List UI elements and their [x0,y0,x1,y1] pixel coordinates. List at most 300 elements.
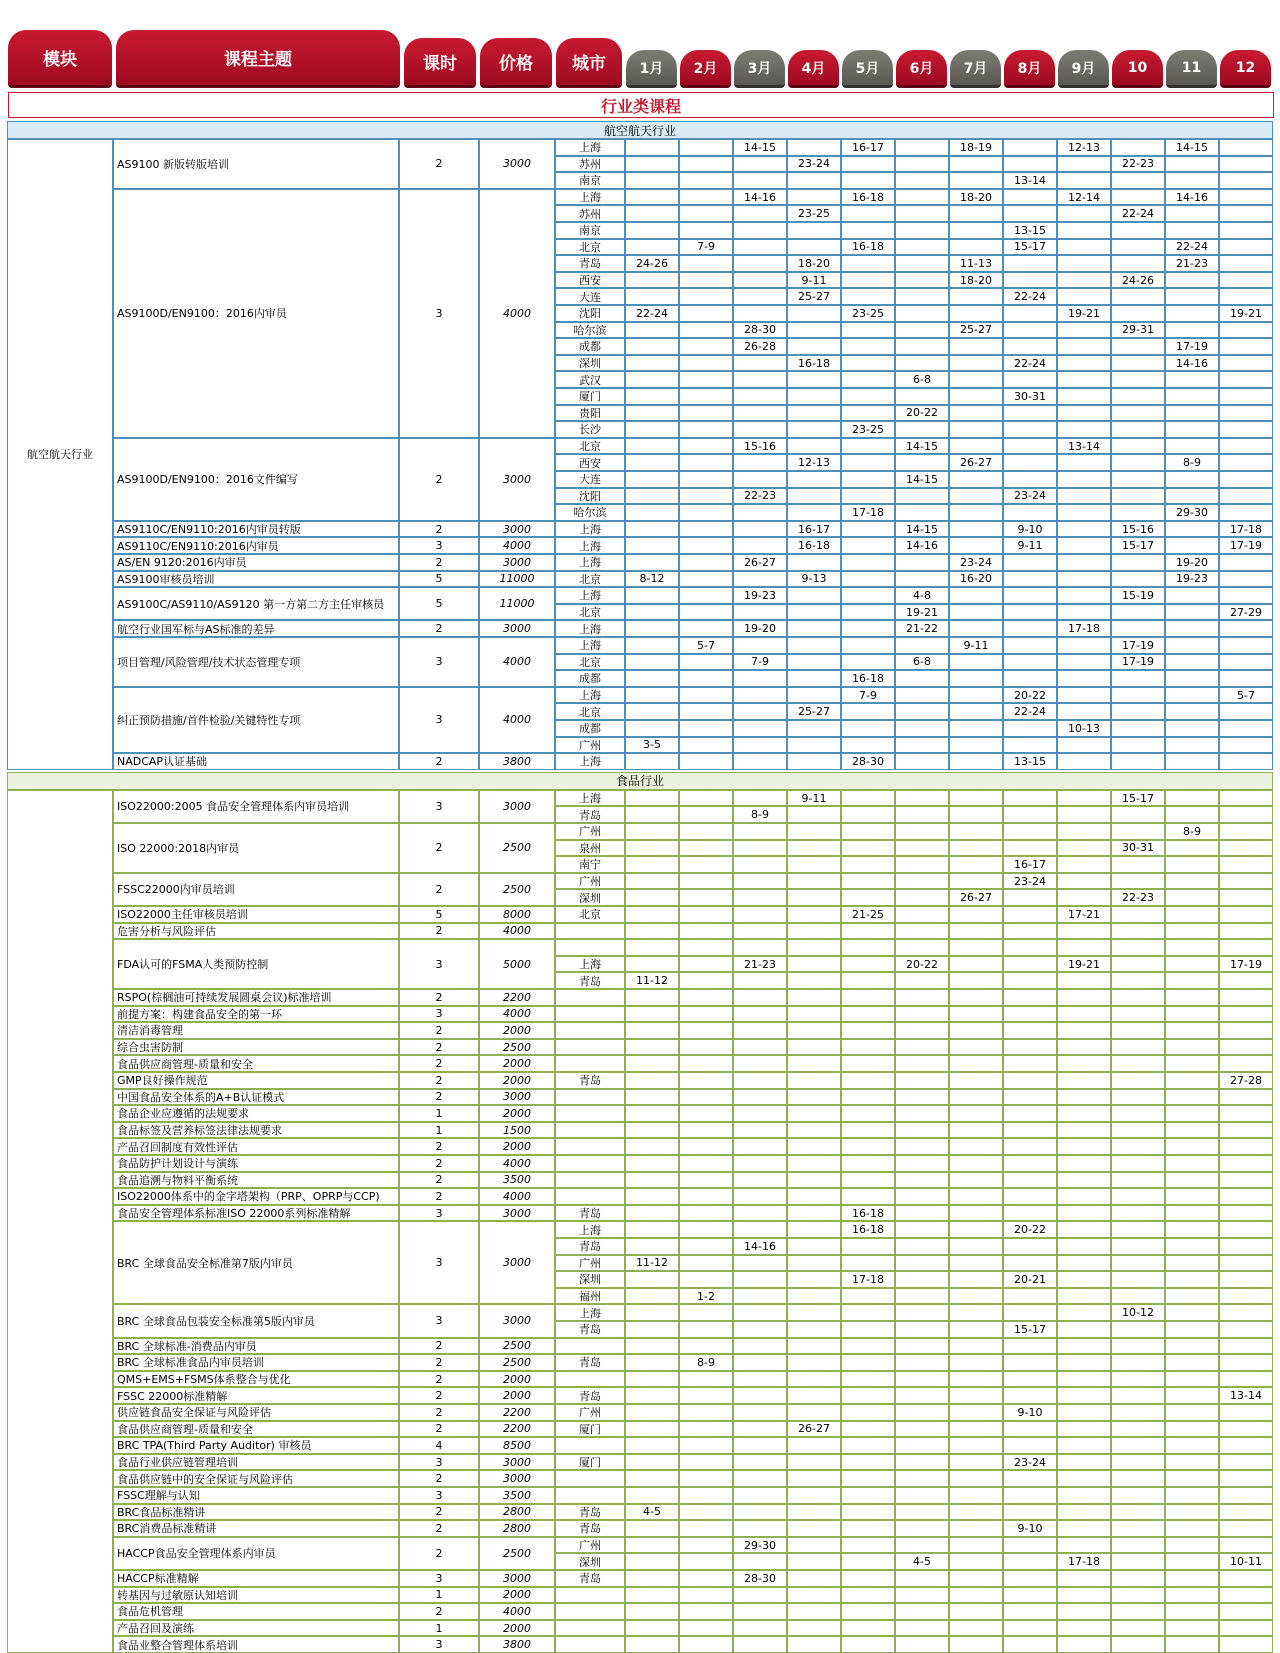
empty-cell [733,1022,787,1039]
empty-cell [679,355,733,372]
course-price: 2000 [479,1371,555,1388]
empty-cell [1219,1105,1273,1122]
date-cell: 27-28 [1219,1072,1273,1089]
empty-cell [1057,521,1111,538]
empty-cell [787,1055,841,1072]
empty-cell [625,1304,679,1321]
empty-cell [895,1205,949,1222]
empty-cell [679,1238,733,1255]
date-cell: 18-20 [949,272,1003,289]
date-cell: 8-9 [733,806,787,823]
empty-cell [733,1454,787,1471]
empty-cell [625,637,679,654]
course-name: 前提方案：构建食品安全的第一环 [113,1006,399,1023]
empty-cell [1003,438,1057,455]
empty-cell [949,222,1003,239]
date-cell: 28-30 [841,753,895,770]
empty-cell [1057,1387,1111,1404]
city-cell: 西安 [555,454,625,471]
empty-cell [679,889,733,906]
empty-cell [1057,272,1111,289]
empty-cell [1057,338,1111,355]
empty-cell [895,1321,949,1338]
empty-cell [733,1470,787,1487]
empty-cell [949,1454,1003,1471]
empty-cell [841,388,895,405]
empty-cell [679,1039,733,1056]
empty-cell [1111,139,1165,156]
empty-cell [895,670,949,687]
empty-cell [787,654,841,671]
empty-cell [679,571,733,588]
empty-cell [733,1138,787,1155]
city-cell: 上海 [555,1304,625,1321]
empty-cell [1057,1072,1111,1089]
empty-cell [895,172,949,189]
empty-cell [1219,1304,1273,1321]
course-price: 2500 [479,1354,555,1371]
empty-cell [733,1371,787,1388]
empty-cell [1219,620,1273,637]
date-cell: 17-19 [1219,537,1273,554]
empty-cell [841,1404,895,1421]
course-price: 2000 [479,1072,555,1089]
empty-cell [1165,1271,1219,1288]
city-cell: 厦门 [555,1454,625,1471]
course-price: 3000 [479,1454,555,1471]
header-tab-0: 模块 [8,30,112,88]
date-cell: 8-12 [625,571,679,588]
empty-cell [841,1138,895,1155]
empty-cell [787,637,841,654]
date-cell: 16-18 [841,670,895,687]
empty-cell [679,604,733,621]
city-cell: 北京 [555,239,625,256]
empty-cell [1003,1371,1057,1388]
empty-cell [1219,1504,1273,1521]
city-cell: 青岛 [555,1520,625,1537]
course-price: 5000 [479,939,555,989]
empty-cell [625,222,679,239]
empty-cell [1219,1006,1273,1023]
empty-cell [787,1221,841,1238]
empty-cell [1057,571,1111,588]
empty-cell [1057,454,1111,471]
empty-cell [1003,806,1057,823]
date-cell: 10-12 [1111,1304,1165,1321]
empty-cell [733,1404,787,1421]
empty-cell [949,823,1003,840]
empty-cell [625,1055,679,1072]
course-name: 食品安全管理体系标准ISO 22000系列标准精解 [113,1205,399,1222]
empty-cell [1111,720,1165,737]
empty-cell [679,504,733,521]
empty-cell [625,471,679,488]
empty-cell [841,1089,895,1106]
empty-cell [1003,405,1057,422]
empty-cell [895,156,949,173]
empty-cell [1111,823,1165,840]
empty-cell [895,637,949,654]
empty-cell [1003,1006,1057,1023]
empty-cell [1219,322,1273,339]
empty-cell [841,790,895,807]
city-cell [555,1022,625,1039]
city-cell: 哈尔滨 [555,504,625,521]
course-price: 4000 [479,637,555,687]
empty-cell [1219,421,1273,438]
date-cell: 24-26 [1111,272,1165,289]
empty-cell [841,604,895,621]
section-title: 航空航天行业 [7,121,1273,139]
empty-cell [787,1155,841,1172]
date-cell: 14-16 [1165,355,1219,372]
empty-cell [625,1487,679,1504]
empty-cell [1057,1354,1111,1371]
city-cell: 青岛 [555,1504,625,1521]
empty-cell [1057,355,1111,372]
empty-cell [1219,1255,1273,1272]
header-tab-16: 12 [1220,50,1271,88]
empty-cell [1057,488,1111,505]
empty-cell [841,1338,895,1355]
empty-cell [1003,604,1057,621]
empty-cell [679,873,733,890]
empty-cell [625,1454,679,1471]
empty-cell [679,587,733,604]
empty-cell [1165,1105,1219,1122]
course-hours: 2 [399,1172,479,1189]
empty-cell [1165,1620,1219,1637]
empty-cell [841,288,895,305]
empty-cell [841,488,895,505]
city-cell: 贵阳 [555,405,625,422]
empty-cell [787,906,841,923]
empty-cell [1219,156,1273,173]
empty-cell [1057,753,1111,770]
empty-cell [1111,471,1165,488]
date-cell: 9-10 [1003,521,1057,538]
empty-cell [1057,972,1111,989]
empty-cell [895,504,949,521]
empty-cell [949,620,1003,637]
empty-cell [895,1238,949,1255]
empty-cell [1057,1338,1111,1355]
empty-cell [1111,1587,1165,1604]
date-cell: 14-15 [895,471,949,488]
course-name: RSPO(棕榈油可持续发展圆桌会议)标准培训 [113,989,399,1006]
course-name: HACCP食品安全管理体系内审员 [113,1537,399,1570]
empty-cell [679,823,733,840]
empty-cell [1111,687,1165,704]
empty-cell [733,571,787,588]
empty-cell [1003,272,1057,289]
city-cell: 南宁 [555,856,625,873]
empty-cell [679,156,733,173]
empty-cell [1219,889,1273,906]
empty-cell [895,1138,949,1155]
empty-cell [1057,1304,1111,1321]
empty-cell [895,222,949,239]
empty-cell [1165,1138,1219,1155]
empty-cell [787,737,841,754]
empty-cell [1219,139,1273,156]
empty-cell [1165,956,1219,973]
course-name: 食品防护计划设计与演练 [113,1155,399,1172]
city-cell [555,1006,625,1023]
empty-cell [733,687,787,704]
empty-cell [1165,1636,1219,1653]
date-cell: 19-20 [1165,554,1219,571]
empty-cell [1111,620,1165,637]
empty-cell [895,1537,949,1554]
empty-cell [949,737,1003,754]
empty-cell [625,189,679,206]
empty-cell [1219,1271,1273,1288]
empty-cell [1003,939,1057,956]
course-name: AS9110C/EN9110:2016内审员 [113,537,399,554]
empty-cell [1003,1105,1057,1122]
city-cell: 青岛 [555,1205,625,1222]
empty-cell [841,840,895,857]
empty-cell [733,1055,787,1072]
empty-cell [1003,1387,1057,1404]
date-cell: 15-17 [1111,537,1165,554]
empty-cell [733,1255,787,1272]
empty-cell [949,537,1003,554]
course-hours: 2 [399,1504,479,1521]
empty-cell [625,1371,679,1388]
course-name: 产品召回及演练 [113,1620,399,1637]
empty-cell [1165,889,1219,906]
date-cell: 19-20 [733,620,787,637]
empty-cell [1003,1205,1057,1222]
empty-cell [841,856,895,873]
empty-cell [1057,255,1111,272]
course-hours: 3 [399,637,479,687]
date-cell: 30-31 [1003,388,1057,405]
date-cell: 19-21 [1057,956,1111,973]
empty-cell [1057,388,1111,405]
course-price: 4000 [479,1188,555,1205]
empty-cell [1003,1338,1057,1355]
empty-cell [679,1587,733,1604]
date-cell: 13-14 [1003,172,1057,189]
course-price: 3000 [479,1205,555,1222]
empty-cell [1003,737,1057,754]
date-cell: 24-26 [625,255,679,272]
empty-cell [625,1387,679,1404]
empty-cell [1057,670,1111,687]
empty-cell [1165,305,1219,322]
empty-cell [625,388,679,405]
empty-cell [841,554,895,571]
empty-cell [1219,1371,1273,1388]
empty-cell [841,1620,895,1637]
empty-cell [625,587,679,604]
empty-cell [1003,1072,1057,1089]
empty-cell [679,1421,733,1438]
empty-cell [625,488,679,505]
empty-cell [1057,1138,1111,1155]
empty-cell [1219,703,1273,720]
empty-cell [1111,1055,1165,1072]
header-tab-1: 课程主题 [116,30,400,88]
empty-cell [1165,604,1219,621]
empty-cell [841,1188,895,1205]
empty-cell [841,1454,895,1471]
date-cell: 14-16 [1165,189,1219,206]
empty-cell [841,654,895,671]
empty-cell [1003,189,1057,206]
empty-cell [1111,873,1165,890]
city-cell: 上海 [555,753,625,770]
empty-cell [841,156,895,173]
empty-cell [1057,554,1111,571]
empty-cell [733,1188,787,1205]
empty-cell [733,604,787,621]
empty-cell [625,288,679,305]
empty-cell [625,703,679,720]
course-price: 3800 [479,1636,555,1653]
empty-cell [733,1321,787,1338]
date-cell: 8-9 [679,1354,733,1371]
date-cell: 26-28 [733,338,787,355]
empty-cell [625,421,679,438]
empty-cell [1057,1537,1111,1554]
course-name: BRC 全球食品安全标准第7版内审员 [113,1221,399,1304]
city-cell: 上海 [555,637,625,654]
header-tab-5: 1月 [626,50,677,88]
empty-cell [625,1039,679,1056]
empty-cell [841,571,895,588]
city-cell: 长沙 [555,421,625,438]
course-price: 2200 [479,1421,555,1438]
empty-cell [1057,1504,1111,1521]
empty-cell [1219,1138,1273,1155]
empty-cell [1111,255,1165,272]
empty-cell [733,823,787,840]
empty-cell [1165,790,1219,807]
empty-cell [1057,1172,1111,1189]
empty-cell [949,388,1003,405]
empty-cell [1219,906,1273,923]
empty-cell [733,939,787,956]
course-price: 3000 [479,1470,555,1487]
course-hours: 2 [399,1155,479,1172]
date-cell: 11-12 [625,1255,679,1272]
empty-cell [625,1537,679,1554]
city-cell: 北京 [555,438,625,455]
empty-cell [787,1288,841,1305]
empty-cell [1057,471,1111,488]
empty-cell [949,405,1003,422]
date-cell: 13-15 [1003,222,1057,239]
course-name: 食品供应链中的安全保证与风险评估 [113,1470,399,1487]
date-cell: 26-27 [787,1421,841,1438]
empty-cell [1111,189,1165,206]
empty-cell [895,421,949,438]
empty-cell [679,840,733,857]
empty-cell [841,1537,895,1554]
empty-cell [733,1387,787,1404]
date-cell: 16-18 [841,1221,895,1238]
empty-cell [625,1288,679,1305]
empty-cell [733,371,787,388]
date-cell: 17-19 [1219,956,1273,973]
empty-cell [1057,1371,1111,1388]
empty-cell [949,753,1003,770]
empty-cell [787,1238,841,1255]
empty-cell [787,1404,841,1421]
empty-cell [625,1205,679,1222]
empty-cell [679,670,733,687]
empty-cell [679,554,733,571]
empty-cell [1165,806,1219,823]
empty-cell [1057,1055,1111,1072]
date-cell: 22-24 [1003,703,1057,720]
empty-cell [1165,840,1219,857]
empty-cell [895,1421,949,1438]
course-hours: 5 [399,571,479,588]
date-cell: 22-24 [1003,355,1057,372]
course-name: 食品标签及营养标签法律法规要求 [113,1122,399,1139]
city-cell: 上海 [555,620,625,637]
empty-cell [733,1338,787,1355]
course-hours: 3 [399,939,479,989]
course-hours: 3 [399,1205,479,1222]
course-price: 2000 [479,1105,555,1122]
date-cell: 22-23 [1111,889,1165,906]
empty-cell [1219,1437,1273,1454]
empty-cell [1165,1504,1219,1521]
date-cell: 23-25 [841,305,895,322]
empty-cell [733,1122,787,1139]
empty-cell [787,687,841,704]
empty-cell [1111,1371,1165,1388]
empty-cell [949,1371,1003,1388]
empty-cell [949,1205,1003,1222]
empty-cell [625,1221,679,1238]
empty-cell [679,1089,733,1106]
date-cell: 25-27 [787,288,841,305]
course-price: 3000 [479,1304,555,1337]
city-cell: 北京 [555,571,625,588]
city-cell [555,1122,625,1139]
empty-cell [679,1055,733,1072]
course-hours: 2 [399,1055,479,1072]
empty-cell [733,1039,787,1056]
empty-cell [1057,1238,1111,1255]
empty-cell [895,554,949,571]
empty-cell [787,806,841,823]
date-cell: 11-12 [625,972,679,989]
empty-cell [895,1338,949,1355]
empty-cell [1165,1587,1219,1604]
date-cell: 13-14 [1219,1387,1273,1404]
city-cell: 上海 [555,956,625,973]
city-cell: 南京 [555,222,625,239]
empty-cell [1057,637,1111,654]
empty-cell [1003,1587,1057,1604]
city-cell [555,1587,625,1604]
empty-cell [679,322,733,339]
empty-cell [787,1271,841,1288]
empty-cell [787,1338,841,1355]
empty-cell [679,1454,733,1471]
city-cell: 深圳 [555,889,625,906]
empty-cell [625,620,679,637]
